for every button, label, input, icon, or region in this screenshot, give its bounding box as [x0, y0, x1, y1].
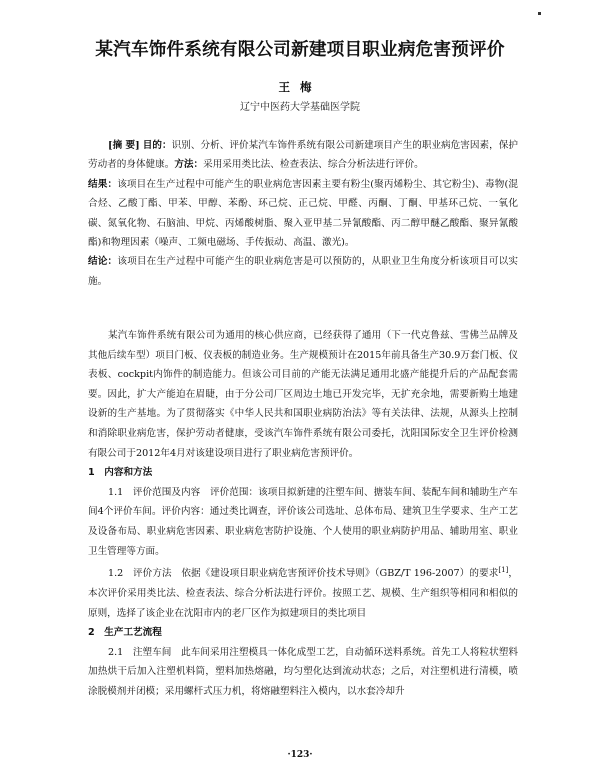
section1-2-heading: 1.2 评价方法 [108, 568, 172, 580]
abstract-block [88, 136, 518, 291]
conclusion-label: 结论： [88, 256, 118, 268]
section2-1-text: 此车间采用注塑模具一体化成型工艺，自动循环送料系统。首先工人将粒状塑料加热烘干后加入注塑机料筒，塑料加热熔融，均匀塑化达到流动状态；之后，对注塑机进行清模，喷涂脱模剂并闭模；采用螺杆式压力机，将熔融塑料注入模内，以水套冷却升 [88, 646, 519, 697]
section1-2-text-b: ，本次评价采用类比法、检查表法、综合分析法进行评价。按照工艺、规模、生产组织等相同和相似的原则，选择了该企业在沈阳市内的老厂区作为拟建项目的类比项目 [88, 568, 518, 619]
section1-1-text: 评价范围：该项目拟新建的注塑车间、搪装车间、装配车间和辅助生产车间4个评价车间。评价内容：通过类比调查，评价该公司选址、总体布局、建筑卫生学要求、生产工艺及设备布局、职业病危害因素、职业病危害防护设施、个人使用的职业病防护用品、辅助用室、职业卫生管理等方面。 [88, 486, 519, 557]
author-name: 王梅 [278, 80, 322, 94]
abstract-conclusion [88, 252, 518, 291]
result-text: 该项目在生产过程中可能产生的职业病危害因素主要有粉尘(聚丙烯粉尘、其它粉尘)、毒物(混合烃、乙酸丁酯、甲苯、甲醇、苯酚、环己烷、正己烷、甲醛、丙酮、丁酮、甲基环己烷、一氧化碳、氮氧化物、石脑油、甲烷、丙烯酸树脂、聚入亚甲基二异氰酸酯、丙二醇甲醚乙酸酯、聚异氰酸酯)和物理因素（噪声、工频电磁场、手传振动、高温、激光)。 [88, 178, 518, 249]
section1-1-paragraph [88, 483, 518, 561]
citation-ref: [1] [498, 566, 509, 575]
method-label: 方法： [174, 159, 204, 171]
result-label: 结果： [88, 178, 118, 190]
section1-heading: 1 内容和方法 [88, 467, 153, 479]
article-body [88, 326, 518, 701]
section1-2-text-a: 依据《建设项目职业病危害预评价技术导则》（GBZ/T 196-2007）的要求 [181, 568, 499, 580]
section1-1-heading: 1.1 评价范围及内容 [108, 486, 201, 498]
abstract-label: [摘 要] [108, 140, 140, 151]
abstract-paragraph [88, 136, 518, 175]
corner-dot [538, 12, 541, 15]
section2-1-heading: 2.1 注塑车间 [108, 646, 172, 658]
abstract-result [88, 175, 518, 253]
method-text: 采用采用类比法、检查表法、综合分析法进行评价。 [203, 159, 424, 171]
conclusion-text: 该项目在生产过程中可能产生的职业病危害是可以预防的，从职业卫生角度分析该项目可以实施。 [88, 256, 519, 287]
section2-1-paragraph [88, 643, 518, 702]
paper-title: 某汽车饰件系统有限公司新建项目职业病危害预评价 [95, 40, 505, 60]
objective-text: 识别、分析、评价某汽车饰件系统有限公司新建项目产生的职业病危害因素，保护劳动者的身体健康。 [88, 140, 518, 171]
page-number: ·123· [287, 750, 313, 760]
objective-label: 目的： [142, 140, 172, 151]
section1-2-paragraph [88, 561, 518, 623]
section2-heading: 2 生产工艺流程 [88, 627, 162, 639]
intro-paragraph: 某汽车饰件系统有限公司为通用的核心供应商，已经获得了通用（下一代克鲁兹、雪佛兰品牌及其他后续车型）项目门板、仪表板的制造业务。生产规模预计在2015年前具备生产30.9万套门板、仪表板、cockpit内饰件的制造能力。但该公司目前的产能无法满足通用北盛产能提升后的产品配套需要。因此，扩大产能迫在眉睫，由于分公司厂区周边土地已开发完毕，无扩充余地，需要新购土地建设新的生产基地。为了贯彻落实《中华人民共和国职业病防治法》等有关法律、法规，从源头上控制和消除职业病危害，保护劳动者健康，受该汽车饰件系统有限公司委托，沈阳国际安全卫生评价检测有限公司于2012年4月对该建设项目进行了职业病危害预评价。 [88, 330, 518, 459]
author-affiliation: 辽宁中医药大学基础医学院 [240, 102, 360, 113]
